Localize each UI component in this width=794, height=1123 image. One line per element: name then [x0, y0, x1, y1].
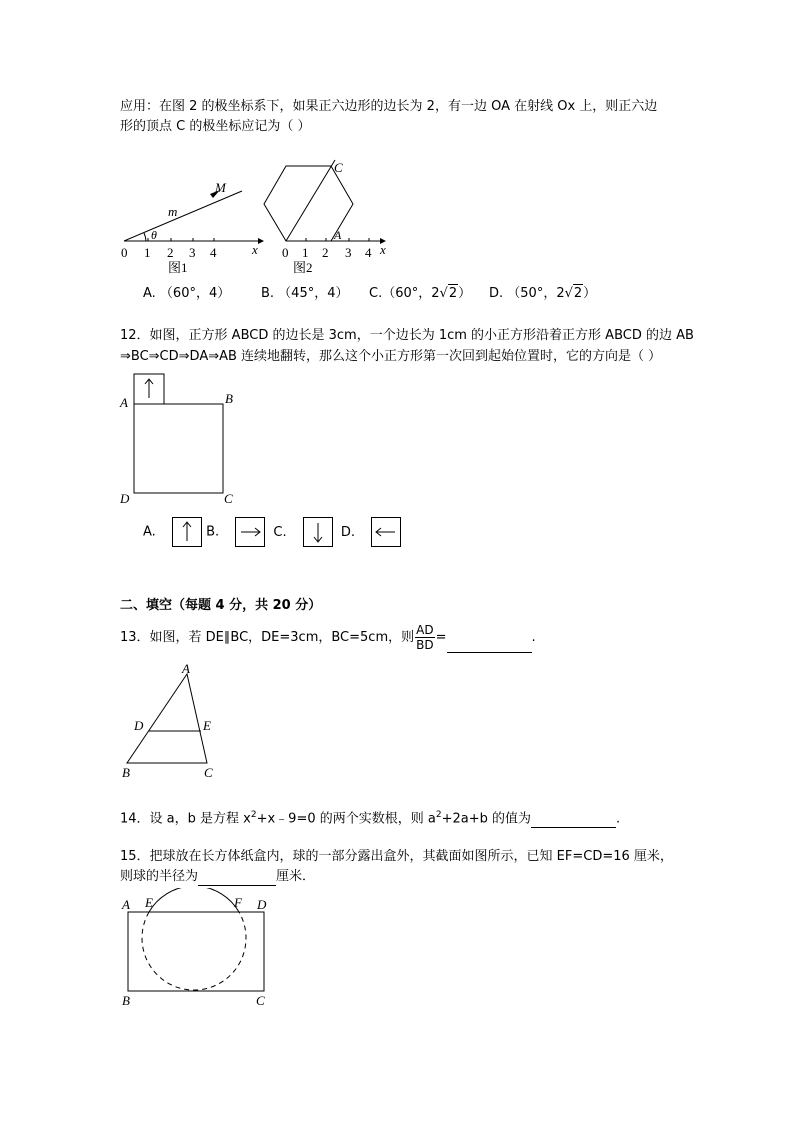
fig1-angle-arc: [144, 233, 146, 241]
q15-label-B: B: [122, 993, 130, 1008]
q15-ball-visible-arc: [149, 888, 239, 912]
q14-answer-blank[interactable]: [531, 813, 616, 828]
q12-big-square: [134, 404, 223, 493]
q11-option-a: A. （60°，4）: [143, 286, 231, 301]
q15-label-A: A: [122, 897, 130, 912]
fig2-tick-0: 0: [282, 245, 289, 260]
fig2-tick-1: 1: [302, 245, 309, 260]
q15-label-D: D: [257, 897, 267, 912]
q12-text-line1: 12．如图，正方形 ABCD 的边长是 3cm，一个边长为 1cm 的小正方形沿着正方形 ABCD 的边 AB: [120, 328, 694, 343]
fig1-tick-3: 3: [189, 245, 196, 260]
q12-label-D: D: [120, 491, 130, 506]
q11-option-b: B. （45°，4）: [261, 286, 349, 301]
q12-small-square-arrow-icon: [145, 379, 153, 398]
q13-prompt: 13．如图，若 DE∥BC，DE=3cm，BC=5cm，则: [120, 630, 415, 645]
q12-option-b-right-arrow-icon: [235, 517, 265, 547]
q13-triangle-figure: [115, 660, 225, 785]
section2-title: 二、填空（每题 4 分，共 20 分）: [120, 598, 322, 613]
q11-option-d: D. （50°，2√2）: [489, 286, 597, 301]
q13-fraction: $\frac{AD}{BD}$: [416, 623, 434, 652]
q12-option-b-label: B.: [206, 524, 220, 540]
fig1-tick-4: 4: [210, 245, 217, 260]
q12-options: [143, 517, 401, 548]
q12-label-C: C: [224, 491, 233, 506]
q11-polar-figures: [110, 150, 400, 280]
fig1-axis-arrow: [258, 238, 264, 244]
fig2-caption: 图2: [293, 260, 313, 275]
fig2-label-C: C: [334, 160, 343, 175]
fig2-tick-4: 4: [365, 245, 372, 260]
q12-option-a-up-arrow-icon: [172, 517, 202, 547]
q12-label-B: B: [225, 391, 233, 406]
fig1-label-m: m: [168, 204, 178, 219]
q13-label-A: A: [182, 661, 190, 676]
q13-label-C: C: [204, 765, 213, 780]
fig1-tick-0: 0: [121, 245, 128, 260]
q15-text-line2: 则球的半径为 厘米．: [120, 869, 316, 884]
q13-label-D: D: [134, 718, 144, 733]
q12-option-d-label: D.: [340, 524, 356, 540]
q13-text: 13．如图，若 DE∥BC，DE=3cm，BC=5cm，则 $\frac{AD}{BD}$ = .: [120, 623, 536, 652]
fig2-label-x: x: [380, 242, 386, 257]
q15-answer-blank[interactable]: [198, 871, 276, 886]
q12-option-c-label: C.: [273, 524, 287, 540]
q12-option-a-label: A.: [143, 524, 156, 540]
q11-option-c: C.（60°，2√2）: [369, 286, 472, 301]
fig1-caption: 图1: [168, 260, 188, 275]
fig1-tick-2: 2: [167, 245, 174, 260]
fig1-label-theta: θ: [151, 228, 157, 242]
q15-label-F: F: [234, 895, 242, 910]
q12-option-c-down-arrow-icon: [303, 517, 333, 547]
q12-text-line2: ⇒BC⇒CD⇒DA⇒AB 连续地翻转，那么这个小正方形第一次回到起始位置时，它的方向是（ ）: [120, 349, 662, 364]
q15-label-E: E: [145, 895, 153, 910]
q13-label-E: E: [203, 718, 211, 733]
q15-label-C: C: [256, 993, 265, 1008]
fig2-diagonal-OC: [286, 160, 335, 241]
q14-text: 14．设 a，b 是方程 $x^2+x﹣9=0$ 的两个实数根，则 $a^2+2a+b$ 的值为 .: [120, 810, 621, 827]
q12-option-d-left-arrow-icon: [371, 517, 401, 547]
fig2-label-A: A: [334, 228, 342, 242]
q13-answer-blank[interactable]: [447, 638, 532, 653]
q15-box-rectangle: [128, 912, 264, 991]
fig2-tick-3: 3: [345, 245, 352, 260]
q15-box-ball-figure: [115, 888, 275, 1013]
fig2-tick-2: 2: [322, 245, 329, 260]
q15-ball-hidden-arc: [142, 912, 246, 990]
q13-label-B: B: [122, 765, 130, 780]
fig1-tick-1: 1: [144, 245, 151, 260]
q11-options: [143, 284, 596, 303]
q11-text-line1: 应用：在图 2 的极坐标系下，如果正六边形的边长为 2，有一边 OA 在射线 Ox 上，则正六边: [120, 99, 658, 114]
q15-text-line1: 15．把球放在长方体纸盒内，球的一部分露出盒外，其截面如图所示，已知 EF=CD=16 厘米，: [120, 849, 673, 864]
fig1-label-M: M: [215, 180, 226, 195]
fig1-ray: [124, 191, 242, 241]
q11-text-line2: 形的顶点 C 的极坐标应记为（ ）: [120, 119, 311, 134]
q12-square-figure: [115, 370, 245, 510]
fig1-label-x: x: [252, 242, 258, 257]
q12-label-A: A: [120, 395, 128, 410]
